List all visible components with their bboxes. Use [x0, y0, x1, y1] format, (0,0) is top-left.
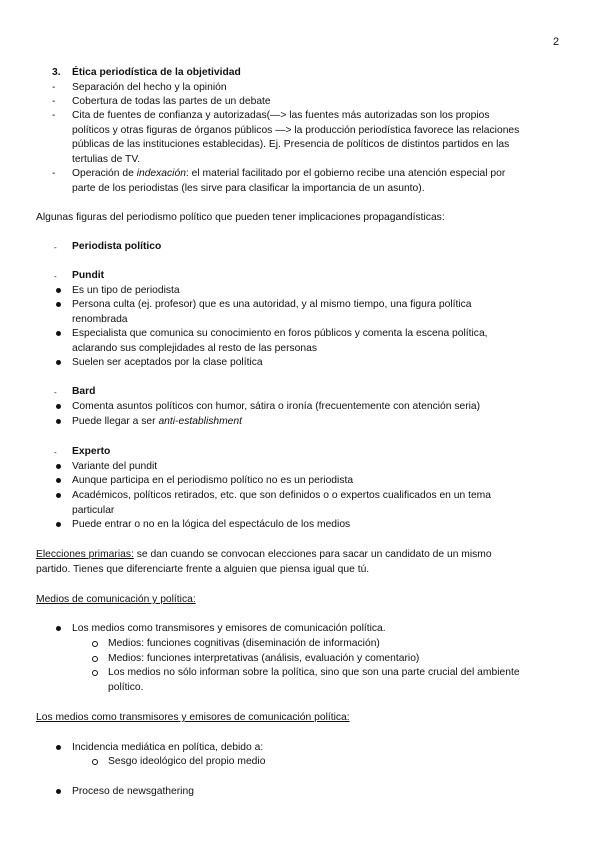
list-item-cont: aclarando sus complejidades al resto de las personas [72, 343, 317, 354]
list-item-cont: renombrada [72, 314, 128, 325]
list-item: Incidencia mediática en política, debido a: [72, 742, 264, 753]
list-item: Persona culta (ej. profesor) que es una autoridad, y al mismo tiempo, una figura política [72, 299, 472, 310]
elecciones-paragraph: Elecciones primarias: se dan cuando se convocan elecciones para sacar un candidato de un mismo [36, 549, 492, 560]
sub-bullet-icon [92, 759, 98, 765]
bullet-icon [56, 464, 61, 469]
bullet-icon [56, 745, 61, 750]
elecciones-paragraph-cont: partido. Tienes que diferenciarte frente a alguien que piensa igual que tú. [36, 564, 370, 575]
list-item: Los medios como transmisores y emisores de comunicación política. [72, 623, 386, 634]
section-heading: Medios de comunicación y política: [36, 594, 196, 605]
section-heading: Los medios como transmisores y emisores de comunicación política: [36, 712, 350, 723]
intro-paragraph: Algunas figuras del periodismo político que pueden tener implicaciones propagandísticas: [36, 212, 445, 223]
bullet-icon [56, 789, 61, 794]
list-item-cont: públicas de las instituciones establecidas). Ej. Presencia de políticos de distintos partidos en las [72, 139, 510, 150]
bullet-icon [56, 360, 61, 365]
sub-list-item-cont: político. [108, 682, 144, 693]
list-item: Comenta asuntos políticos con humor, sátira o ironía (frecuentemente con atención seria) [72, 401, 481, 412]
small-dash-marker: - [54, 272, 57, 281]
list-item: Puede entrar o no en la lógica del espectáculo de los medios [72, 519, 351, 530]
bullet-icon [56, 522, 61, 527]
bullet-icon [56, 404, 61, 409]
list-item-cont: tertulias de TV. [72, 154, 141, 165]
list-item-cont: particular [72, 505, 115, 516]
list-item: Académicos, políticos retirados, etc. que son definidos o o expertos cualificados en un tema [72, 490, 491, 501]
small-dash-marker: - [54, 388, 57, 397]
figure-title: Pundit [72, 270, 105, 281]
dash-marker: - [52, 168, 56, 179]
small-dash-marker: - [54, 243, 57, 252]
dash-marker: - [52, 82, 56, 93]
bullet-icon [56, 478, 61, 483]
bullet-icon [56, 288, 61, 293]
list-item: Puede llegar a ser anti-establishment [72, 416, 242, 427]
bullet-icon [56, 626, 61, 631]
page-number: 2 [553, 36, 560, 48]
bullet-icon [56, 331, 61, 336]
sub-list-item: Medios: funciones interpretativas (análisis, evaluación y comentario) [108, 653, 420, 664]
list-item: Variante del pundit [72, 461, 158, 472]
list-item: Aunque participa en el periodismo político no es un periodista [72, 475, 354, 486]
list-item: Separación del hecho y la opinión [72, 82, 227, 93]
figure-title: Bard [72, 386, 96, 397]
sub-list-item: Los medios no sólo informan sobre la política, sino que son una parte crucial del ambiente [108, 667, 520, 678]
section-title: Ética periodística de la objetividad [72, 67, 241, 78]
list-item: Operación de indexación: el material facilitado por el gobierno recibe una atención especial por [72, 168, 506, 179]
elecciones-label: Elecciones primarias: [36, 549, 134, 560]
list-item: Cobertura de todas las partes de un debate [72, 96, 271, 107]
small-dash-marker: - [54, 448, 57, 457]
list-item: Especialista que comunica su conocimiento en foros públicos y comenta la escena política, [72, 328, 488, 339]
list-item: Suelen ser aceptados por la clase política [72, 357, 263, 368]
list-item: Cita de fuentes de confianza y autorizadas(—> las fuentes más autorizadas son los propios [72, 110, 490, 121]
sub-bullet-icon [92, 656, 98, 662]
sub-bullet-icon [92, 641, 98, 647]
dash-marker: - [52, 96, 56, 107]
list-item-cont: parte de los periodistas (les sirve para clasificar la importancia de un asunto). [72, 183, 425, 194]
bullet-icon [56, 302, 61, 307]
list-item-cont: políticos y otras figuras de órganos públicos —> la producción periodística favorece las relaciones [72, 125, 520, 136]
bullet-icon [56, 493, 61, 498]
list-item: Es un tipo de periodista [72, 285, 180, 296]
sub-bullet-icon [92, 670, 98, 676]
sub-list-item: Sesgo ideológico del propio medio [108, 756, 266, 767]
dash-marker: - [52, 110, 56, 121]
section-number: 3. [52, 67, 61, 78]
list-item: Proceso de newsgathering [72, 786, 194, 797]
figure-title: Experto [72, 446, 111, 457]
figure-title: Periodista político [72, 241, 162, 252]
bullet-icon [56, 419, 61, 424]
sub-list-item: Medios: funciones cognitivas (diseminación de información) [108, 638, 380, 649]
